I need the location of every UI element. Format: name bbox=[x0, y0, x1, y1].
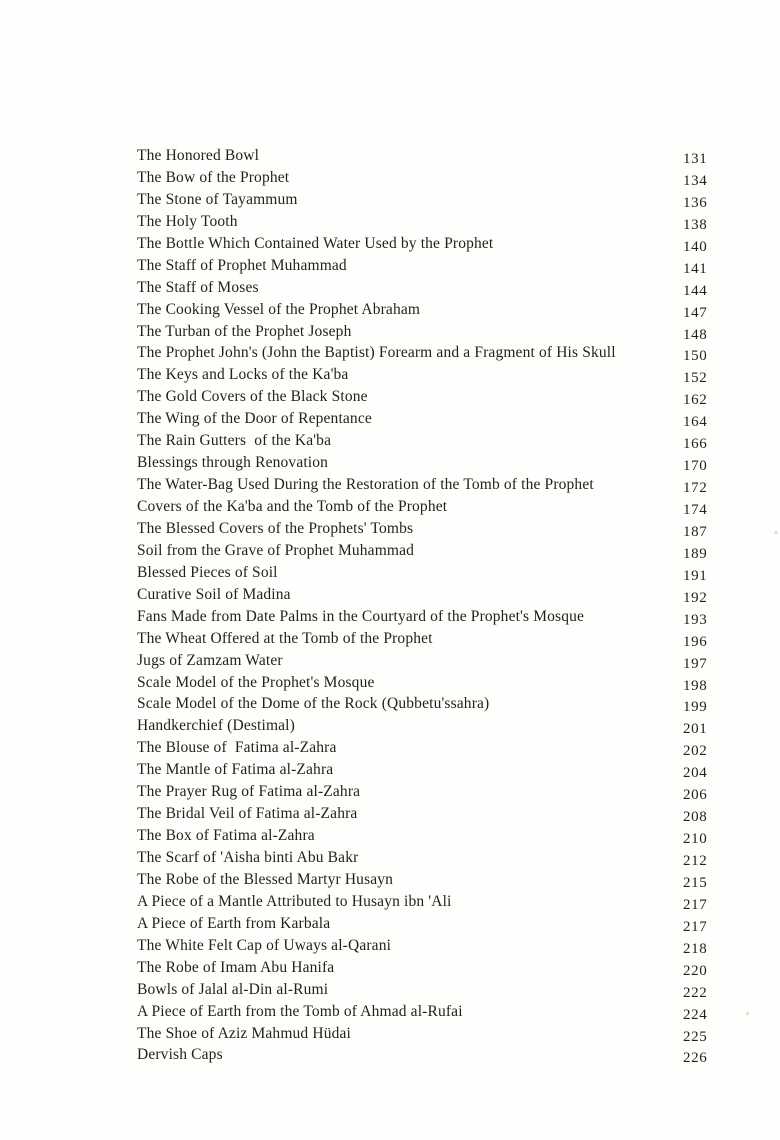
toc-entry-page-number: 224 bbox=[683, 1006, 708, 1023]
toc-entry bbox=[137, 761, 743, 783]
toc-entry bbox=[137, 959, 743, 981]
toc-entry-title: The Gold Covers of the Black Stone bbox=[137, 388, 368, 406]
toc-entry-title: Scale Model of the Dome of the Rock (Qubbetu'ssahra) bbox=[137, 695, 490, 713]
toc-entry-title: The Box of Fatima al-Zahra bbox=[137, 827, 315, 845]
toc-entry bbox=[137, 454, 743, 476]
toc-entry-page-number: 138 bbox=[683, 216, 708, 233]
toc-entry-page-number: 220 bbox=[683, 962, 708, 979]
toc-entry-page-number: 174 bbox=[683, 502, 708, 518]
toc-entry-title: The Robe of Imam Abu Hanifa bbox=[137, 958, 335, 976]
toc-entry bbox=[137, 805, 743, 827]
toc-entry-page-number: 218 bbox=[683, 940, 708, 957]
toc-entry-page-number: 147 bbox=[683, 304, 708, 321]
toc-entry-page-number: 225 bbox=[683, 1028, 708, 1045]
toc-entry bbox=[137, 213, 743, 235]
toc-entry-page-number: 193 bbox=[683, 611, 708, 628]
toc-entry bbox=[137, 257, 743, 279]
toc-entry bbox=[137, 1025, 743, 1047]
toc-entry bbox=[137, 1046, 743, 1068]
toc-entry-page-number: 131 bbox=[683, 151, 708, 167]
toc-entry bbox=[137, 739, 743, 761]
toc-entry bbox=[137, 652, 743, 674]
toc-entry bbox=[137, 586, 743, 608]
toc-entry-page-number: 166 bbox=[683, 436, 708, 453]
toc-entry-title: The Bridal Veil of Fatima al-Zahra bbox=[137, 805, 358, 823]
toc-entry-page-number: 152 bbox=[683, 370, 708, 387]
toc-entry-title: Blessed Pieces of Soil bbox=[137, 563, 278, 581]
toc-entry bbox=[137, 783, 743, 805]
toc-entry-title: The Keys and Locks of the Ka'ba bbox=[137, 366, 349, 384]
toc-entry bbox=[137, 169, 743, 191]
table-of-contents bbox=[137, 147, 743, 1068]
toc-entry-title: The Scarf of 'Aisha binti Abu Bakr bbox=[137, 849, 359, 866]
toc-entry-title: The Holy Tooth bbox=[137, 212, 238, 230]
toc-entry-title: The Cooking Vessel of the Prophet Abraham bbox=[137, 300, 421, 318]
toc-entry bbox=[137, 498, 743, 520]
toc-entry-page-number: 198 bbox=[683, 677, 708, 694]
toc-entry bbox=[137, 476, 743, 498]
toc-entry-title: The Blessed Covers of the Prophets' Tombs bbox=[137, 519, 414, 537]
toc-entry-page-number: 212 bbox=[683, 853, 708, 869]
toc-entry bbox=[137, 542, 743, 564]
toc-entry-title: The Rain Gutters of the Ka'ba bbox=[137, 432, 332, 450]
toc-entry bbox=[137, 344, 743, 366]
toc-entry bbox=[137, 366, 743, 388]
toc-entry-page-number: 222 bbox=[683, 984, 708, 1001]
toc-entry bbox=[137, 915, 743, 937]
toc-entry-page-number: 150 bbox=[683, 348, 708, 365]
toc-entry bbox=[137, 564, 743, 586]
toc-entry-title: Covers of the Ka'ba and the Tomb of the Prophet bbox=[137, 498, 448, 515]
toc-entry bbox=[137, 893, 743, 915]
toc-entry-title: Jugs of Zamzam Water bbox=[137, 651, 283, 669]
toc-entry bbox=[137, 630, 743, 652]
toc-entry-page-number: 201 bbox=[683, 721, 708, 738]
toc-entry-title: The Prophet John's (John the Baptist) Forearm and a Fragment of His Skull bbox=[137, 344, 616, 362]
toc-entry bbox=[137, 937, 743, 959]
toc-entry-title: Curative Soil of Madina bbox=[137, 585, 291, 603]
toc-entry-title: The Bottle Which Contained Water Used by the Prophet bbox=[137, 234, 494, 252]
toc-entry-title: Bowls of Jalal al-Din al-Rumi bbox=[137, 980, 329, 998]
toc-entry-title: A Piece of Earth from the Tomb of Ahmad al-Rufai bbox=[137, 1002, 463, 1020]
toc-entry-page-number: 191 bbox=[683, 567, 708, 584]
toc-entry-page-number: 197 bbox=[683, 655, 708, 672]
toc-entry-page-number: 172 bbox=[683, 480, 708, 497]
toc-entry-page-number: 148 bbox=[683, 326, 708, 343]
toc-entry-page-number: 217 bbox=[683, 918, 708, 935]
toc-entry bbox=[137, 301, 743, 323]
toc-entry-page-number: 204 bbox=[683, 765, 708, 782]
toc-entry-title: The Honored Bowl bbox=[137, 147, 260, 164]
toc-entry bbox=[137, 981, 743, 1003]
toc-entry-title: The Robe of the Blessed Martyr Husayn bbox=[137, 870, 394, 888]
toc-entry-title: The Staff of Moses bbox=[137, 278, 259, 296]
toc-entry bbox=[137, 1003, 743, 1025]
toc-entry-title: The Prayer Rug of Fatima al-Zahra bbox=[137, 783, 361, 801]
toc-entry-title: The Staff of Prophet Muhammad bbox=[137, 256, 347, 274]
toc-entry-page-number: 217 bbox=[683, 896, 708, 913]
toc-entry-title: Blessings through Renovation bbox=[137, 454, 329, 472]
toc-entry-page-number: 206 bbox=[683, 787, 708, 804]
toc-entry-title: The Turban of the Prophet Joseph bbox=[137, 322, 352, 340]
toc-entry-page-number: 192 bbox=[683, 589, 708, 606]
toc-entry-page-number: 187 bbox=[683, 523, 708, 540]
toc-entry bbox=[137, 432, 743, 454]
toc-entry bbox=[137, 695, 743, 717]
toc-entry-page-number: 202 bbox=[683, 743, 708, 760]
toc-entry-title: A Piece of Earth from Karbala bbox=[137, 914, 331, 932]
toc-entry-title: The Bow of the Prophet bbox=[137, 168, 290, 186]
toc-entry-title: A Piece of a Mantle Attributed to Husayn ibn 'Ali bbox=[137, 892, 452, 910]
toc-entry-page-number: 134 bbox=[683, 172, 708, 189]
toc-entry-title: The Wing of the Door of Repentance bbox=[137, 410, 372, 428]
toc-entry-page-number: 189 bbox=[683, 545, 708, 562]
toc-entry-title: Handkerchief (Destimal) bbox=[137, 717, 295, 735]
toc-entry-page-number: 140 bbox=[683, 238, 708, 255]
toc-entry-title: The Wheat Offered at the Tomb of the Prophet bbox=[137, 629, 433, 647]
toc-entry bbox=[137, 608, 743, 630]
toc-entry-page-number: 226 bbox=[683, 1050, 708, 1067]
toc-entry-page-number: 170 bbox=[683, 458, 708, 475]
toc-entry bbox=[137, 520, 743, 542]
toc-entry-title: The Blouse of Fatima al-Zahra bbox=[137, 739, 337, 757]
toc-entry bbox=[137, 410, 743, 432]
toc-entry-page-number: 196 bbox=[683, 633, 708, 650]
toc-entry-title: Soil from the Grave of Prophet Muhammad bbox=[137, 541, 415, 559]
toc-entry-title: The Mantle of Fatima al-Zahra bbox=[137, 761, 334, 779]
toc-entry-title: Dervish Caps bbox=[137, 1046, 223, 1064]
toc-entry-page-number: 164 bbox=[683, 414, 708, 431]
toc-entry bbox=[137, 827, 743, 849]
toc-entry bbox=[137, 235, 743, 257]
toc-entry bbox=[137, 717, 743, 739]
toc-entry-title: Scale Model of the Prophet's Mosque bbox=[137, 673, 375, 691]
scan-artifact bbox=[774, 531, 778, 534]
toc-entry bbox=[137, 871, 743, 893]
toc-entry bbox=[137, 323, 743, 345]
toc-entry-page-number: 199 bbox=[683, 699, 708, 716]
toc-entry-title: The White Felt Cap of Uways al-Qarani bbox=[137, 936, 392, 954]
toc-entry-page-number: 215 bbox=[683, 874, 708, 891]
toc-entry bbox=[137, 279, 743, 301]
toc-entry bbox=[137, 147, 743, 169]
toc-entry-title: The Stone of Tayammum bbox=[137, 190, 298, 208]
toc-entry-page-number: 210 bbox=[683, 831, 708, 848]
toc-entry-page-number: 208 bbox=[683, 809, 708, 826]
toc-entry-page-number: 144 bbox=[683, 282, 708, 299]
toc-entry-title: The Shoe of Aziz Mahmud Hüdai bbox=[137, 1024, 351, 1042]
scan-artifact bbox=[746, 1012, 749, 1015]
toc-entry-title: The Water-Bag Used During the Restoration of the Tomb of the Prophet bbox=[137, 476, 594, 494]
toc-entry bbox=[137, 674, 743, 696]
toc-entry bbox=[137, 849, 743, 871]
toc-entry bbox=[137, 388, 743, 410]
toc-entry-page-number: 136 bbox=[683, 194, 708, 211]
toc-entry bbox=[137, 191, 743, 213]
toc-entry-title: Fans Made from Date Palms in the Courtyard of the Prophet's Mosque bbox=[137, 607, 585, 625]
toc-entry-page-number: 141 bbox=[683, 260, 708, 277]
toc-entry-page-number: 162 bbox=[683, 392, 708, 409]
